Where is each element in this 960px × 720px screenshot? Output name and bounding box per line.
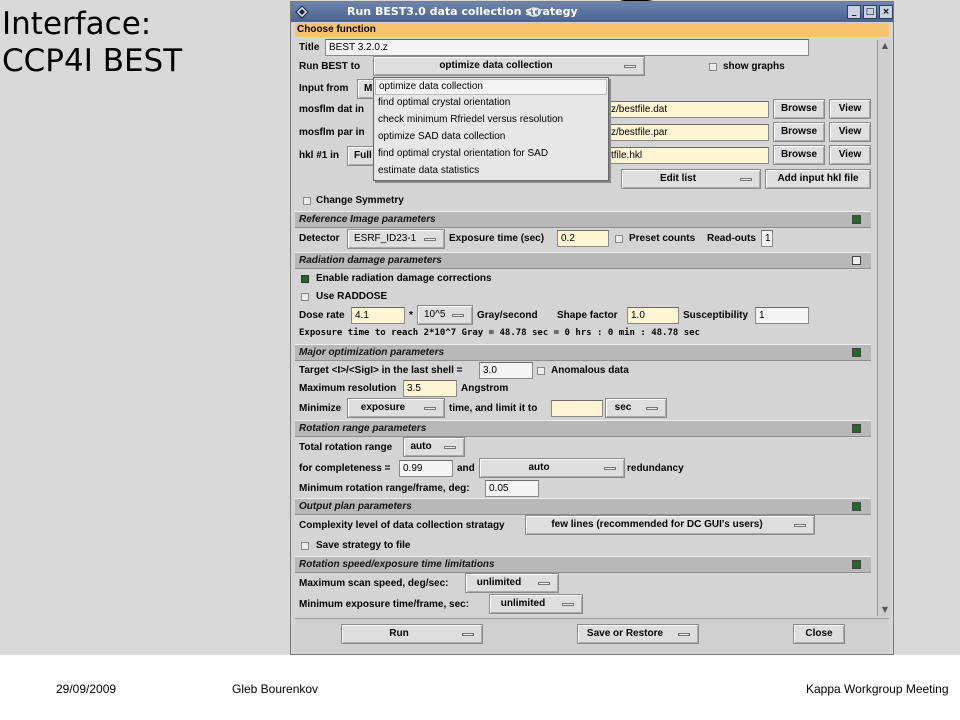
completeness-label: for completeness = [299, 463, 391, 474]
min-rotation-input[interactable]: 0.05 [485, 480, 539, 497]
exposure-label: Exposure time (sec) [449, 233, 545, 244]
target-label: Target <I>/<SigI> in the last shell = [299, 365, 463, 376]
rotation-section-title: Rotation range parameters [299, 423, 427, 434]
show-graphs-checkbox[interactable] [709, 63, 717, 71]
change-symmetry-checkbox[interactable] [303, 197, 311, 205]
hkl-label: hkl #1 in [299, 150, 340, 161]
redundancy-menu-value: auto [528, 462, 550, 473]
hkl-browse-button[interactable]: Browse [773, 145, 825, 165]
title-label: Title [299, 42, 320, 53]
function-bar: Choose function [295, 23, 889, 37]
max-scan-menu[interactable] [465, 573, 559, 593]
minimize-label: Minimize [299, 403, 342, 414]
min-rotation-label: Minimum rotation range/frame, deg: [299, 483, 470, 494]
min-exposure-menu[interactable] [489, 594, 583, 614]
radiation-section-title: Radiation damage parameters [299, 255, 442, 266]
mosflm-par-label: mosflm par in [299, 127, 365, 138]
dropdown-item-orientation-sad[interactable]: find optimal crystal orientation for SAD [378, 148, 549, 159]
run-best-menu[interactable] [373, 56, 645, 76]
run-best-dropdown [373, 77, 609, 181]
mosflm-par-view-button[interactable]: View [829, 122, 871, 142]
menu-indicator-icon [604, 467, 616, 470]
scroll-up-icon[interactable]: ▲ [881, 41, 889, 50]
hkl-input[interactable]: tfile.hkl [607, 147, 769, 164]
menu-indicator-icon [424, 407, 436, 410]
shape-factor-input[interactable]: 1.0 [627, 307, 679, 324]
scroll-down-icon[interactable]: ▼ [881, 605, 889, 614]
section-toggle-icon[interactable] [852, 348, 861, 357]
dropdown-item-optimize[interactable]: optimize data collection [375, 79, 607, 95]
optimization-section-title: Major optimization parameters [299, 347, 445, 358]
menu-indicator-icon [794, 524, 806, 527]
raddose-checkbox[interactable] [301, 293, 309, 301]
save-restore-button[interactable] [577, 624, 699, 644]
menu-indicator-icon [624, 65, 636, 68]
susceptibility-input[interactable]: 1 [755, 307, 809, 324]
speed-section-header[interactable] [295, 556, 871, 573]
hkl-menu-value: Full [354, 150, 372, 161]
reference-section-title: Reference Image parameters [299, 214, 436, 225]
run-button-label: Run [389, 628, 409, 639]
save-restore-label: Save or Restore [586, 628, 664, 639]
speed-section-title: Rotation speed/exposure time limitations [299, 559, 495, 570]
dose-rate-label: Dose rate [299, 310, 345, 321]
menu-indicator-icon [424, 238, 436, 241]
total-rotation-menu[interactable] [403, 437, 465, 457]
show-graphs-label: show graphs [723, 61, 785, 72]
run-button[interactable] [341, 624, 483, 644]
shade-icon[interactable] [527, 5, 541, 19]
min-exposure-value: unlimited [500, 598, 546, 609]
redundancy-label: redundancy [627, 463, 684, 474]
minimize-menu[interactable] [347, 398, 445, 418]
limit-input[interactable] [551, 400, 603, 417]
exposure-info-text: Exposure time to reach 2*10^7 Gray = 48.78 sec = 0 hrs : 0 min : 48.78 sec [299, 328, 700, 338]
detector-label: Detector [299, 233, 340, 244]
input-from-menu-value: M [364, 83, 373, 94]
section-toggle-icon[interactable] [852, 256, 861, 265]
menu-indicator-icon [678, 633, 690, 636]
target-input[interactable]: 3.0 [479, 362, 533, 379]
reference-section-header[interactable] [295, 211, 871, 228]
section-toggle-icon[interactable] [852, 560, 861, 569]
hkl-view-button[interactable]: View [829, 145, 871, 165]
complexity-menu-value: few lines (recommended for DC GUI's users) [551, 519, 763, 530]
max-res-label: Maximum resolution [299, 383, 397, 394]
limit-label: time, and limit it to [449, 403, 538, 414]
close-button[interactable]: Close [793, 624, 845, 644]
output-section-header[interactable] [295, 498, 871, 515]
footer-date: 29/09/2009 [56, 682, 117, 696]
window-title: Run BEST3.0 data collection strategy [347, 5, 578, 18]
edit-list-label: Edit list [659, 173, 697, 184]
dropdown-item-orientation[interactable]: find optimal crystal orientation [378, 97, 511, 108]
time-unit-menu[interactable] [605, 398, 667, 418]
optimization-section-header[interactable] [295, 344, 871, 361]
mosflm-dat-view-button[interactable]: View [829, 99, 871, 119]
change-symmetry-label: Change Symmetry [316, 195, 404, 206]
time-unit-value: sec [614, 402, 632, 413]
run-best-label: Run BEST to [299, 61, 361, 72]
close-icon[interactable]: × [879, 5, 893, 19]
max-scan-value: unlimited [476, 577, 522, 588]
radiation-section-header[interactable] [295, 252, 871, 269]
section-toggle-icon[interactable] [852, 424, 861, 433]
save-strategy-label: Save strategy to file [316, 540, 411, 551]
dose-rate-input[interactable]: 4.1 [351, 307, 405, 324]
completeness-input[interactable]: 0.99 [399, 460, 453, 477]
readouts-input[interactable]: 1 [761, 230, 773, 247]
exposure-input[interactable]: 0.2 [557, 230, 609, 247]
dropdown-item-sad[interactable]: optimize SAD data collection [378, 131, 506, 142]
mosflm-dat-label: mosflm dat in [299, 104, 365, 115]
shape-factor-label: Shape factor [557, 310, 618, 321]
footer-author: Gleb Bourenkov [232, 682, 319, 696]
footer-event: Kappa Workgroup Meeting [806, 682, 949, 696]
total-rotation-label: Total rotation range [299, 442, 393, 453]
redundancy-menu[interactable] [479, 458, 625, 478]
mosflm-par-input[interactable]: z/bestfile.par [607, 124, 769, 141]
dropdown-item-statistics[interactable]: estimate data statistics [378, 165, 480, 176]
enable-radiation-checkbox[interactable] [301, 275, 309, 283]
preset-counts-label: Preset counts [629, 233, 696, 244]
minimize-menu-value: exposure [360, 402, 406, 413]
menu-indicator-icon [646, 407, 658, 410]
times-sign: * [409, 310, 413, 321]
section-toggle-icon[interactable] [852, 502, 861, 511]
mosflm-dat-input[interactable]: z/bestfile.dat [607, 101, 769, 118]
menu-indicator-icon [452, 314, 464, 317]
section-toggle-icon[interactable] [852, 215, 861, 224]
slide-title-line2: CCP4I BEST [2, 43, 183, 79]
window-menu-icon[interactable] [295, 5, 309, 19]
anomalous-checkbox[interactable] [537, 367, 545, 375]
rotation-section-header[interactable] [295, 420, 871, 437]
susceptibility-label: Susceptibility [683, 310, 749, 321]
and-label: and [457, 463, 475, 474]
complexity-label: Complexity level of data collection stratagy [299, 520, 505, 531]
angstrom-label: Angstrom [461, 383, 509, 394]
preset-counts-checkbox[interactable] [615, 235, 623, 243]
dropdown-item-rfriedel[interactable]: check minimum Rfriedel versus resolution [378, 114, 564, 125]
edit-list-menu[interactable] [621, 169, 761, 189]
maximize-icon[interactable]: □ [863, 5, 877, 19]
mosflm-dat-browse-button[interactable]: Browse [773, 99, 825, 119]
add-hkl-button[interactable]: Add input hkl file [765, 169, 871, 189]
max-res-input[interactable]: 3.5 [403, 380, 457, 397]
dose-multiplier-menu[interactable] [417, 305, 473, 325]
menu-indicator-icon [562, 603, 574, 606]
menu-indicator-icon [538, 582, 550, 585]
slide-title [2, 6, 182, 80]
complexity-menu[interactable] [525, 515, 815, 535]
window-titlebar[interactable] [291, 2, 893, 22]
run-best-menu-value: optimize data collection [439, 60, 553, 71]
anomalous-label: Anomalous data [551, 365, 629, 376]
input-from-label: Input from [299, 83, 349, 94]
minimize-icon[interactable]: _ [847, 5, 861, 19]
detector-menu-value: ESRF_ID23-1 [354, 233, 417, 244]
mosflm-par-browse-button[interactable]: Browse [773, 122, 825, 142]
max-scan-label: Maximum scan speed, deg/sec: [299, 578, 449, 589]
slide-title-line1: Interface: [2, 6, 152, 42]
vertical-scrollbar[interactable] [877, 40, 891, 616]
menu-indicator-icon [740, 178, 752, 181]
gray-label: Gray/second [477, 310, 538, 321]
enable-radiation-label: Enable radiation damage corrections [316, 273, 492, 284]
readouts-label: Read-outs [707, 233, 756, 244]
dose-multiplier-value: 10^5 [424, 309, 446, 320]
detector-menu[interactable] [347, 229, 445, 249]
total-rotation-value: auto [410, 441, 432, 452]
menu-indicator-icon [444, 446, 456, 449]
menu-indicator-icon [462, 633, 474, 636]
output-section-title: Output plan parameters [299, 501, 412, 512]
title-input[interactable]: BEST 3.2.0.z [325, 39, 809, 56]
raddose-label: Use RADDOSE [316, 291, 388, 302]
save-strategy-checkbox[interactable] [301, 542, 309, 550]
min-exposure-label: Minimum exposure time/frame, sec: [299, 599, 470, 610]
